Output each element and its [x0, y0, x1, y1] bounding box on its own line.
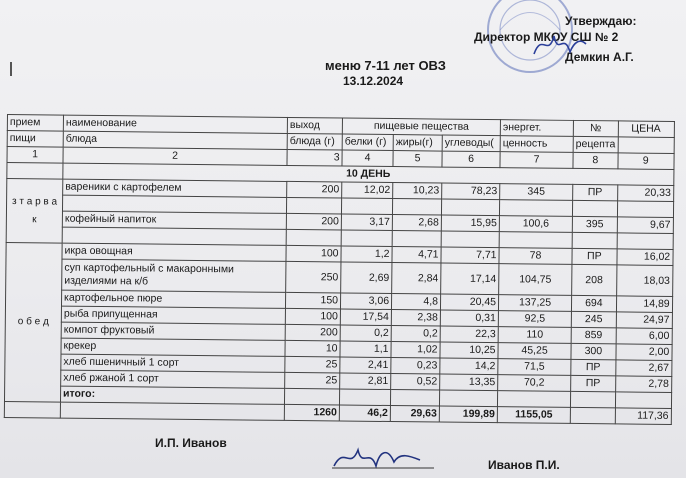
header-nutrients: пищевые пещества [342, 118, 500, 136]
day-label: 10 ДЕНЬ [63, 163, 674, 185]
dish-energy: 45,25 [498, 343, 571, 360]
dish-output: 25 [285, 372, 340, 389]
director-name: Демкин А.Г. [565, 50, 634, 64]
col-num: 3 [287, 149, 342, 166]
dish-carbs: 20,45 [440, 294, 498, 311]
dish-output: 100 [286, 245, 341, 262]
header-belki: белки (г) [342, 134, 393, 151]
dish-name: компот фруктовый [61, 322, 285, 340]
approve-label: Утверждаю: [565, 14, 637, 28]
dish-output: 250 [286, 261, 341, 293]
dish-output: 25 [285, 356, 340, 373]
dish-name: хлеб пшеничный 1 сорт [61, 354, 285, 372]
dish-price: 9,67 [617, 217, 673, 234]
dish-output: 200 [287, 181, 342, 198]
dish-protein: 3,17 [341, 214, 392, 231]
dish-carbs: 10,25 [440, 342, 498, 359]
header-name: наименование [63, 115, 287, 133]
dish-protein: 2,69 [341, 262, 392, 294]
dish-energy: 78 [499, 248, 572, 265]
header-vyhod: выход [287, 117, 342, 134]
dish-fat: 1,02 [391, 342, 440, 359]
dish-energy: 104,75 [499, 264, 572, 296]
dish-recipe: 859 [571, 327, 616, 343]
dish-carbs: 78,23 [442, 183, 500, 200]
col-num: 8 [573, 152, 618, 168]
total-output: 1260 [284, 404, 339, 421]
dish-protein: 1,1 [340, 341, 391, 358]
col-num: 5 [393, 151, 442, 168]
header-energy-value: ценность [500, 136, 573, 153]
dish-price: 14,89 [616, 296, 672, 313]
header-zhiry: жиры(г) [393, 135, 442, 152]
dish-name: суп картофельный с макаронными изделиями на к/б [62, 259, 286, 292]
dish-recipe: 694 [571, 295, 616, 311]
director-signature-icon [530, 24, 590, 64]
dish-energy: 137,25 [498, 295, 571, 312]
col-num: 1 [7, 147, 63, 164]
dish-protein: 0,2 [340, 325, 391, 342]
dish-recipe: 395 [572, 216, 617, 232]
dish-carbs: 17,14 [441, 263, 499, 295]
dish-protein: 2,81 [340, 373, 391, 390]
dish-protein: 3,06 [340, 293, 391, 310]
menu-date: 13.12.2024 [343, 74, 404, 88]
dish-protein: 1,2 [341, 246, 392, 263]
dish-fat: 10,23 [393, 183, 442, 200]
col-num: 7 [500, 152, 573, 169]
header-price: ЦЕНА [618, 121, 674, 138]
col-num: 4 [342, 150, 393, 167]
dish-price: 20,33 [617, 185, 673, 202]
dish-name: хлеб ржаной 1 сорт [61, 370, 285, 388]
total-protein: 46,2 [339, 405, 390, 422]
dish-fat: 0,23 [391, 358, 440, 375]
dish-output: 200 [285, 324, 340, 341]
dish-price: 2,00 [616, 344, 672, 361]
dish-energy: 71,5 [498, 359, 571, 376]
header-ugl: углеводы( [442, 135, 500, 152]
meal-breakfast: з т а р в а к [6, 179, 63, 244]
menu-title: меню 7-11 лет ОВЗ [325, 58, 446, 73]
dish-energy: 92,5 [498, 311, 571, 328]
margin-mark [10, 62, 12, 76]
dish-energy: 110 [498, 327, 571, 344]
col-num: 2 [63, 147, 287, 165]
dish-fat: 2,38 [391, 310, 440, 327]
dish-name: икра овощная [62, 243, 286, 261]
dish-energy: 345 [500, 184, 573, 201]
dish-protein: 17,54 [340, 309, 391, 326]
signer-right: Иванов П.И. [488, 458, 560, 472]
dish-energy: 100,6 [499, 216, 572, 233]
dish-price: 2,67 [615, 360, 671, 377]
dish-fat: 4,8 [391, 294, 440, 311]
dish-recipe: ПР [571, 375, 616, 391]
menu-table [4, 114, 675, 425]
dish-name: крекер [61, 338, 285, 356]
header-recipe-no: № [573, 120, 618, 136]
dish-carbs: 7,71 [441, 247, 499, 264]
dish-name: вареники с картофелем [63, 179, 287, 197]
total-fat: 29,63 [390, 406, 439, 423]
header-priem: прием [7, 115, 63, 132]
dish-energy: 70,2 [498, 375, 571, 392]
dish-protein: 12,02 [342, 182, 393, 199]
dish-recipe: ПР [572, 248, 617, 264]
dish-carbs: 15,95 [441, 215, 499, 232]
dish-name: кофейный напиток [62, 211, 286, 229]
dish-price: 24,97 [616, 312, 672, 329]
meal-lunch: о б е д [4, 242, 62, 402]
header-bluda: блюда [63, 131, 287, 149]
dish-fat: 0,2 [391, 326, 440, 343]
dish-carbs: 0,31 [440, 310, 498, 327]
dish-fat: 0,52 [391, 374, 440, 391]
dish-price: 18,03 [616, 265, 672, 297]
header-energy: энергет. [500, 120, 573, 137]
header-pishi: пищи [7, 131, 63, 148]
dish-carbs: 14,2 [440, 358, 498, 375]
col-num: 9 [618, 153, 674, 170]
dish-recipe: ПР [571, 359, 616, 375]
dish-protein: 2,41 [340, 357, 391, 374]
total-price: 117,36 [615, 408, 671, 425]
director-label: Директор МКОУ СШ № 2 [474, 30, 619, 44]
dish-name: картофельное пюре [61, 290, 285, 308]
dish-output: 100 [285, 308, 340, 325]
total-energy: 1155,05 [497, 407, 570, 424]
dish-price: 2,78 [615, 376, 671, 393]
dish-output: 150 [285, 292, 340, 309]
dish-price: 16,02 [617, 249, 673, 266]
dish-recipe: ПР [573, 184, 618, 200]
signature-icon [330, 440, 440, 474]
total-label: итого: [60, 386, 284, 404]
total-carbs: 199,89 [439, 406, 497, 423]
signer-left: И.П. Иванов [155, 436, 227, 450]
dish-output: 200 [286, 213, 341, 230]
dish-carbs: 13,35 [440, 374, 498, 391]
dish-recipe: 300 [571, 343, 616, 359]
dish-price: 6,00 [616, 328, 672, 345]
header-vyhod-g: блюда (г) [287, 133, 342, 150]
dish-carbs: 22,3 [440, 326, 498, 343]
header-recipe: рецепта [573, 136, 618, 152]
dish-fat: 2,68 [392, 215, 441, 232]
col-num: 6 [442, 151, 500, 168]
dish-recipe: 208 [572, 264, 617, 295]
dish-name: рыба припущенная [61, 306, 285, 324]
dish-recipe: 245 [571, 311, 616, 327]
dish-fat: 2,84 [392, 263, 441, 295]
dish-output: 10 [285, 340, 340, 357]
dish-fat: 4,71 [392, 247, 441, 264]
